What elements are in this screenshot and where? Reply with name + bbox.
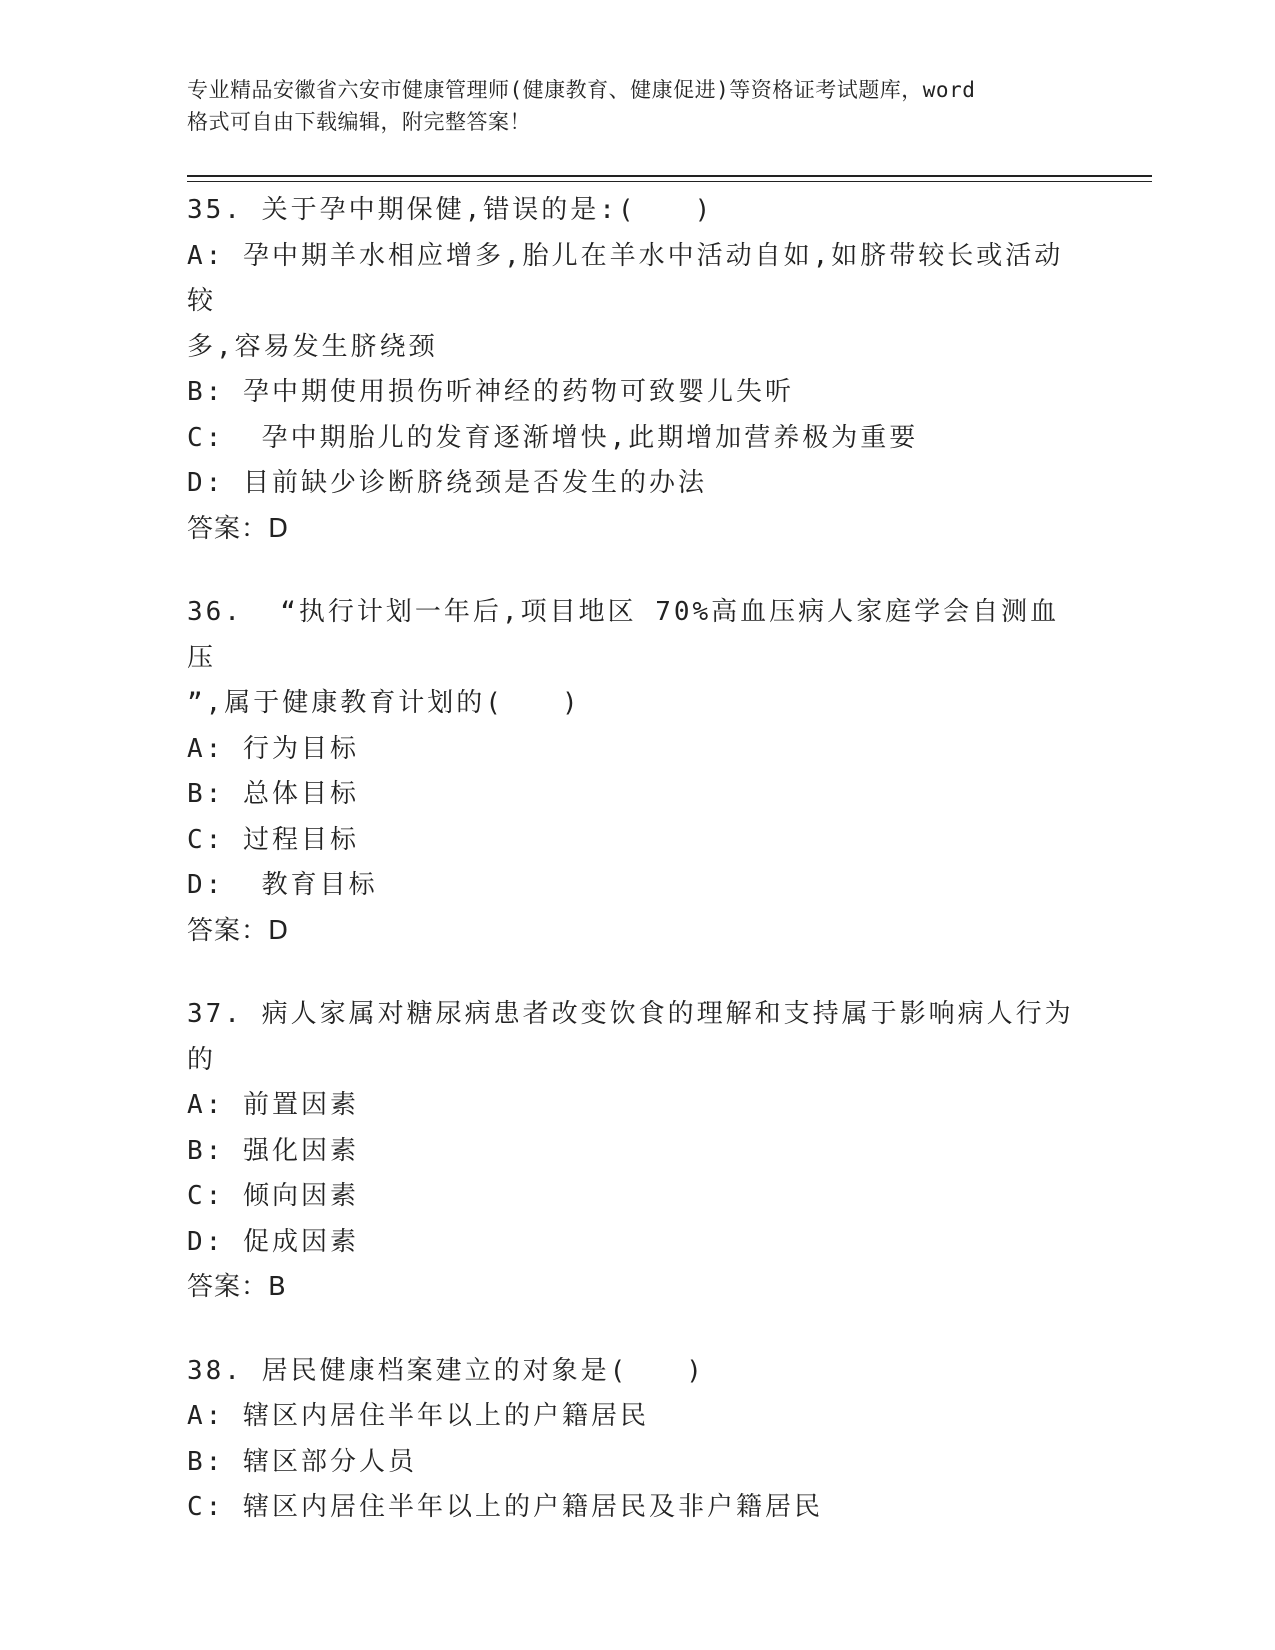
question-37 bbox=[187, 992, 1087, 1311]
option-a: A: 辖区内居住半年以上的户籍居民 bbox=[187, 1401, 649, 1431]
question-stem: 36. “执行计划一年后,项目地区 70%高血压病人家庭学会自测血压 bbox=[187, 597, 1060, 673]
header-line-1: 专业精品安徽省六安市健康管理师(健康教育、健康促进)等资格证考试题库，word bbox=[187, 78, 976, 102]
option-a: A: 行为目标 bbox=[187, 733, 359, 764]
option-a: A: 前置因素 bbox=[187, 1090, 359, 1120]
document-header bbox=[187, 74, 1087, 138]
header-rule-thin bbox=[187, 181, 1152, 182]
option-d: D: 目前缺少诊断脐绕颈是否发生的办法 bbox=[187, 468, 707, 498]
answer-label: 答案：D bbox=[187, 513, 290, 544]
question-38 bbox=[187, 1349, 1087, 1531]
option-c: C: 倾向因素 bbox=[187, 1181, 359, 1211]
option-c: C: 过程目标 bbox=[187, 824, 359, 855]
option-d: D: 教育目标 bbox=[187, 870, 378, 900]
option-b: B: 总体目标 bbox=[187, 779, 359, 809]
option-a-continued: 多,容易发生脐绕颈 bbox=[187, 331, 438, 362]
option-d: D: 促成因素 bbox=[187, 1226, 359, 1257]
question-stem: 35. 关于孕中期保健,错误的是:( ) bbox=[187, 195, 714, 225]
header-line-2: 格式可自由下载编辑，附完整答案！ bbox=[187, 110, 531, 134]
question-36 bbox=[187, 590, 1087, 954]
header-rule-thick bbox=[187, 175, 1152, 177]
option-b: B: 辖区部分人员 bbox=[187, 1446, 417, 1477]
option-a: A: 孕中期羊水相应增多,胎儿在羊水中活动自如,如脐带较长或活动较 bbox=[187, 240, 1064, 316]
question-stem: 37. 病人家属对糖尿病患者改变饮食的理解和支持属于影响病人行为 bbox=[187, 999, 1074, 1029]
answer-label: 答案：B bbox=[187, 1272, 287, 1302]
question-stem-continued: 的 bbox=[187, 1044, 217, 1075]
question-stem: 38. 居民健康档案建立的对象是( ) bbox=[187, 1355, 705, 1386]
option-c: C: 辖区内居住半年以上的户籍居民及非户籍居民 bbox=[187, 1492, 823, 1522]
option-c: C: 孕中期胎儿的发育逐渐增快,此期增加营养极为重要 bbox=[187, 422, 919, 453]
option-b: B: 孕中期使用损伤听神经的药物可致婴儿失听 bbox=[187, 377, 794, 407]
answer-label: 答案：D bbox=[187, 915, 290, 946]
question-35 bbox=[187, 188, 1087, 552]
question-stem-continued: ”,属于健康教育计划的( ) bbox=[187, 688, 581, 718]
option-b: B: 强化因素 bbox=[187, 1135, 359, 1166]
question-list bbox=[187, 188, 1087, 1569]
